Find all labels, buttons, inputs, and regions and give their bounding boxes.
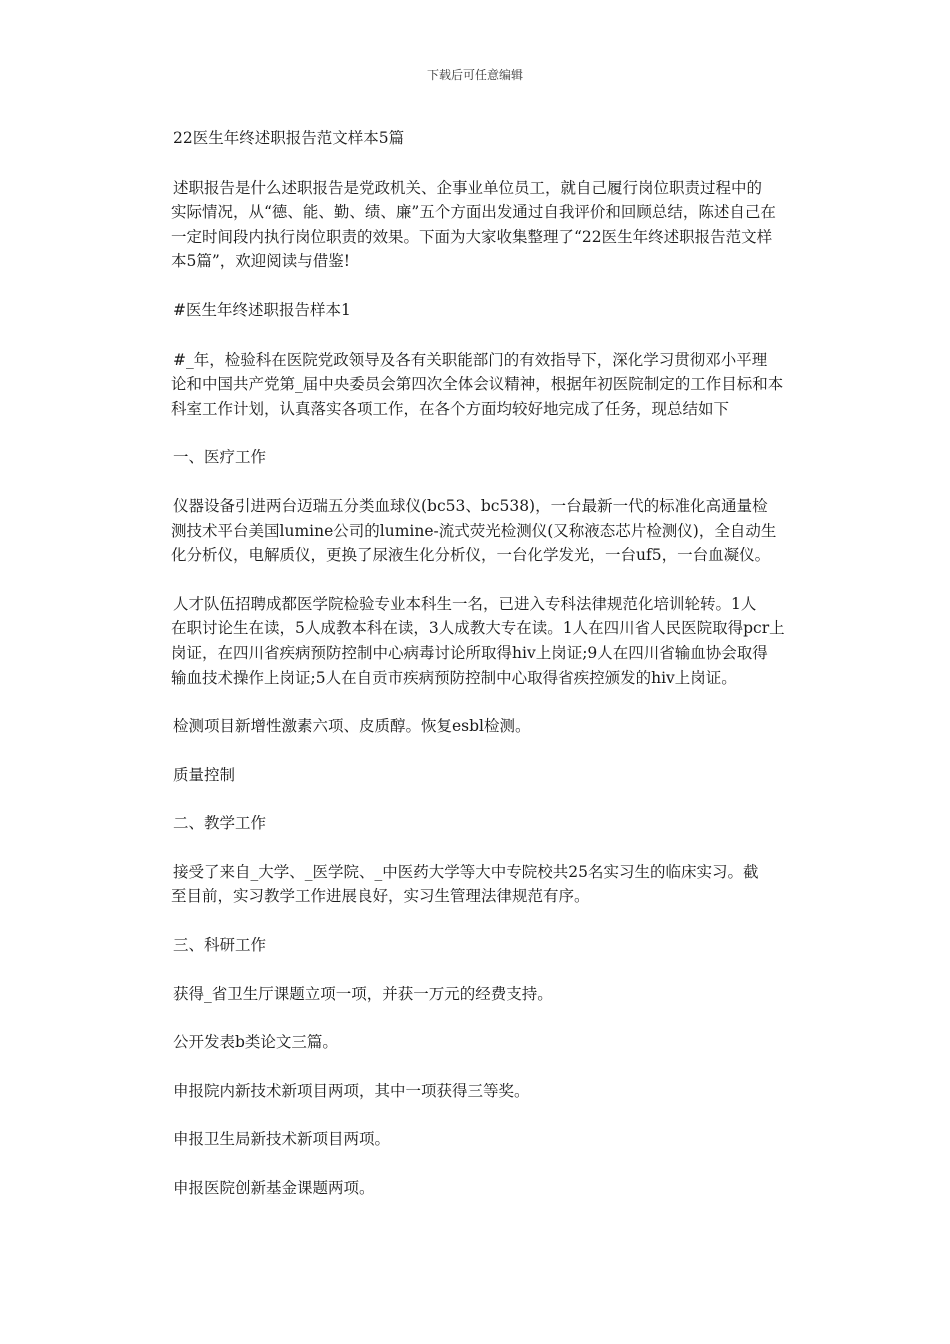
text-line: 述职报告是什么述职报告是党政机关、企事业单位员工，就自己履行岗位职责过程中的 (173, 178, 763, 197)
paragraph-teaching (173, 860, 813, 909)
paragraph-1 (173, 348, 813, 422)
section-heading-medical: 一、医疗工作 (173, 448, 267, 467)
section-heading-research: 三、科研工作 (173, 936, 267, 955)
document-body (173, 126, 813, 1201)
text-line: 化分析仪，电解质仪，更换了尿液生化分析仪，一台化学发光，一台uf5，一台血凝仪。 (171, 546, 771, 565)
text-line: 论和中国共产党第_届中央委员会第四次全体会议精神，根据年初医院制定的工作目标和本 (171, 375, 784, 394)
text-line: 接受了来自_大学、_医学院、_中医药大学等大中专院校共25名实习生的临床实习。截 (173, 862, 759, 881)
paragraph-research-1: 获得_省卫生厅课题立项一项，并获一万元的经费支持。 (173, 984, 553, 1003)
paragraph-research-4: 申报卫生局新技术新项目两项。 (173, 1130, 391, 1149)
paragraph-quality: 质量控制 (173, 765, 236, 784)
text-line: 科室工作计划，认真落实各项工作，在各个方面均较好地完成了任务，现总结如下 (171, 399, 730, 418)
paragraph-testing: 检测项目新增性激素六项、皮质醇。恢复esbl检测。 (173, 717, 531, 736)
text-line: 在职讨论生在读，5人成教本科在读，3人成教大专在读。1人在四川省人民医院取得pcr上 (171, 619, 785, 638)
sample-heading: #医生年终述职报告样本1 (173, 300, 351, 319)
text-line: #_年，检验科在医院党政领导及各有关职能部门的有效指导下，深化学习贯彻邓小平理 (173, 350, 768, 369)
text-line: 本5篇”，欢迎阅读与借鉴! (171, 252, 351, 271)
text-line: 测技术平台美国lumine公司的lumine-流式荧光检测仪(又称液态芯片检测仪)，全自动生 (171, 521, 777, 540)
text-line: 至目前，实习教学工作进展良好，实习生管理法律规范有序。 (171, 887, 590, 906)
paragraph-equipment (173, 494, 813, 568)
paragraph-research-2: 公开发表b类论文三篇。 (173, 1033, 338, 1052)
text-line: 岗证，在四川省疾病预防控制中心病毒讨论所取得hiv上岗证;9人在四川省输血协会取得 (171, 643, 768, 662)
document-title: 22医生年终述职报告范文样本5篇 (173, 129, 405, 147)
section-heading-teaching: 二、教学工作 (173, 814, 267, 833)
text-line: 仪器设备引进两台迈瑞五分类血球仪(bc53、bc538)，一台最新一代的标准化高通量检 (173, 496, 768, 515)
text-line: 实际情况，从“德、能、勤、绩、廉”五个方面出发通过自我评价和回顾总结，陈述自己在 (171, 203, 776, 222)
text-line: 一定时间段内执行岗位职责的效果。下面为大家收集整理了“22医生年终述职报告范文样 (171, 227, 773, 246)
text-line: 输血技术操作上岗证;5人在自贡市疾病预防控制中心取得省疾控颁发的hiv上岗证。 (171, 668, 737, 687)
paragraph-talent (173, 592, 813, 690)
intro-paragraph (173, 176, 813, 274)
text-line: 人才队伍招聘成都医学院检验专业本科生一名，已进入专科法律规范化培训轮转。1人 (173, 594, 757, 613)
paragraph-research-5: 申报医院创新基金课题两项。 (173, 1179, 375, 1198)
paragraph-research-3: 申报院内新技术新项目两项，其中一项获得三等奖。 (173, 1081, 530, 1100)
page-header: 下载后可任意编辑 (426, 68, 523, 82)
